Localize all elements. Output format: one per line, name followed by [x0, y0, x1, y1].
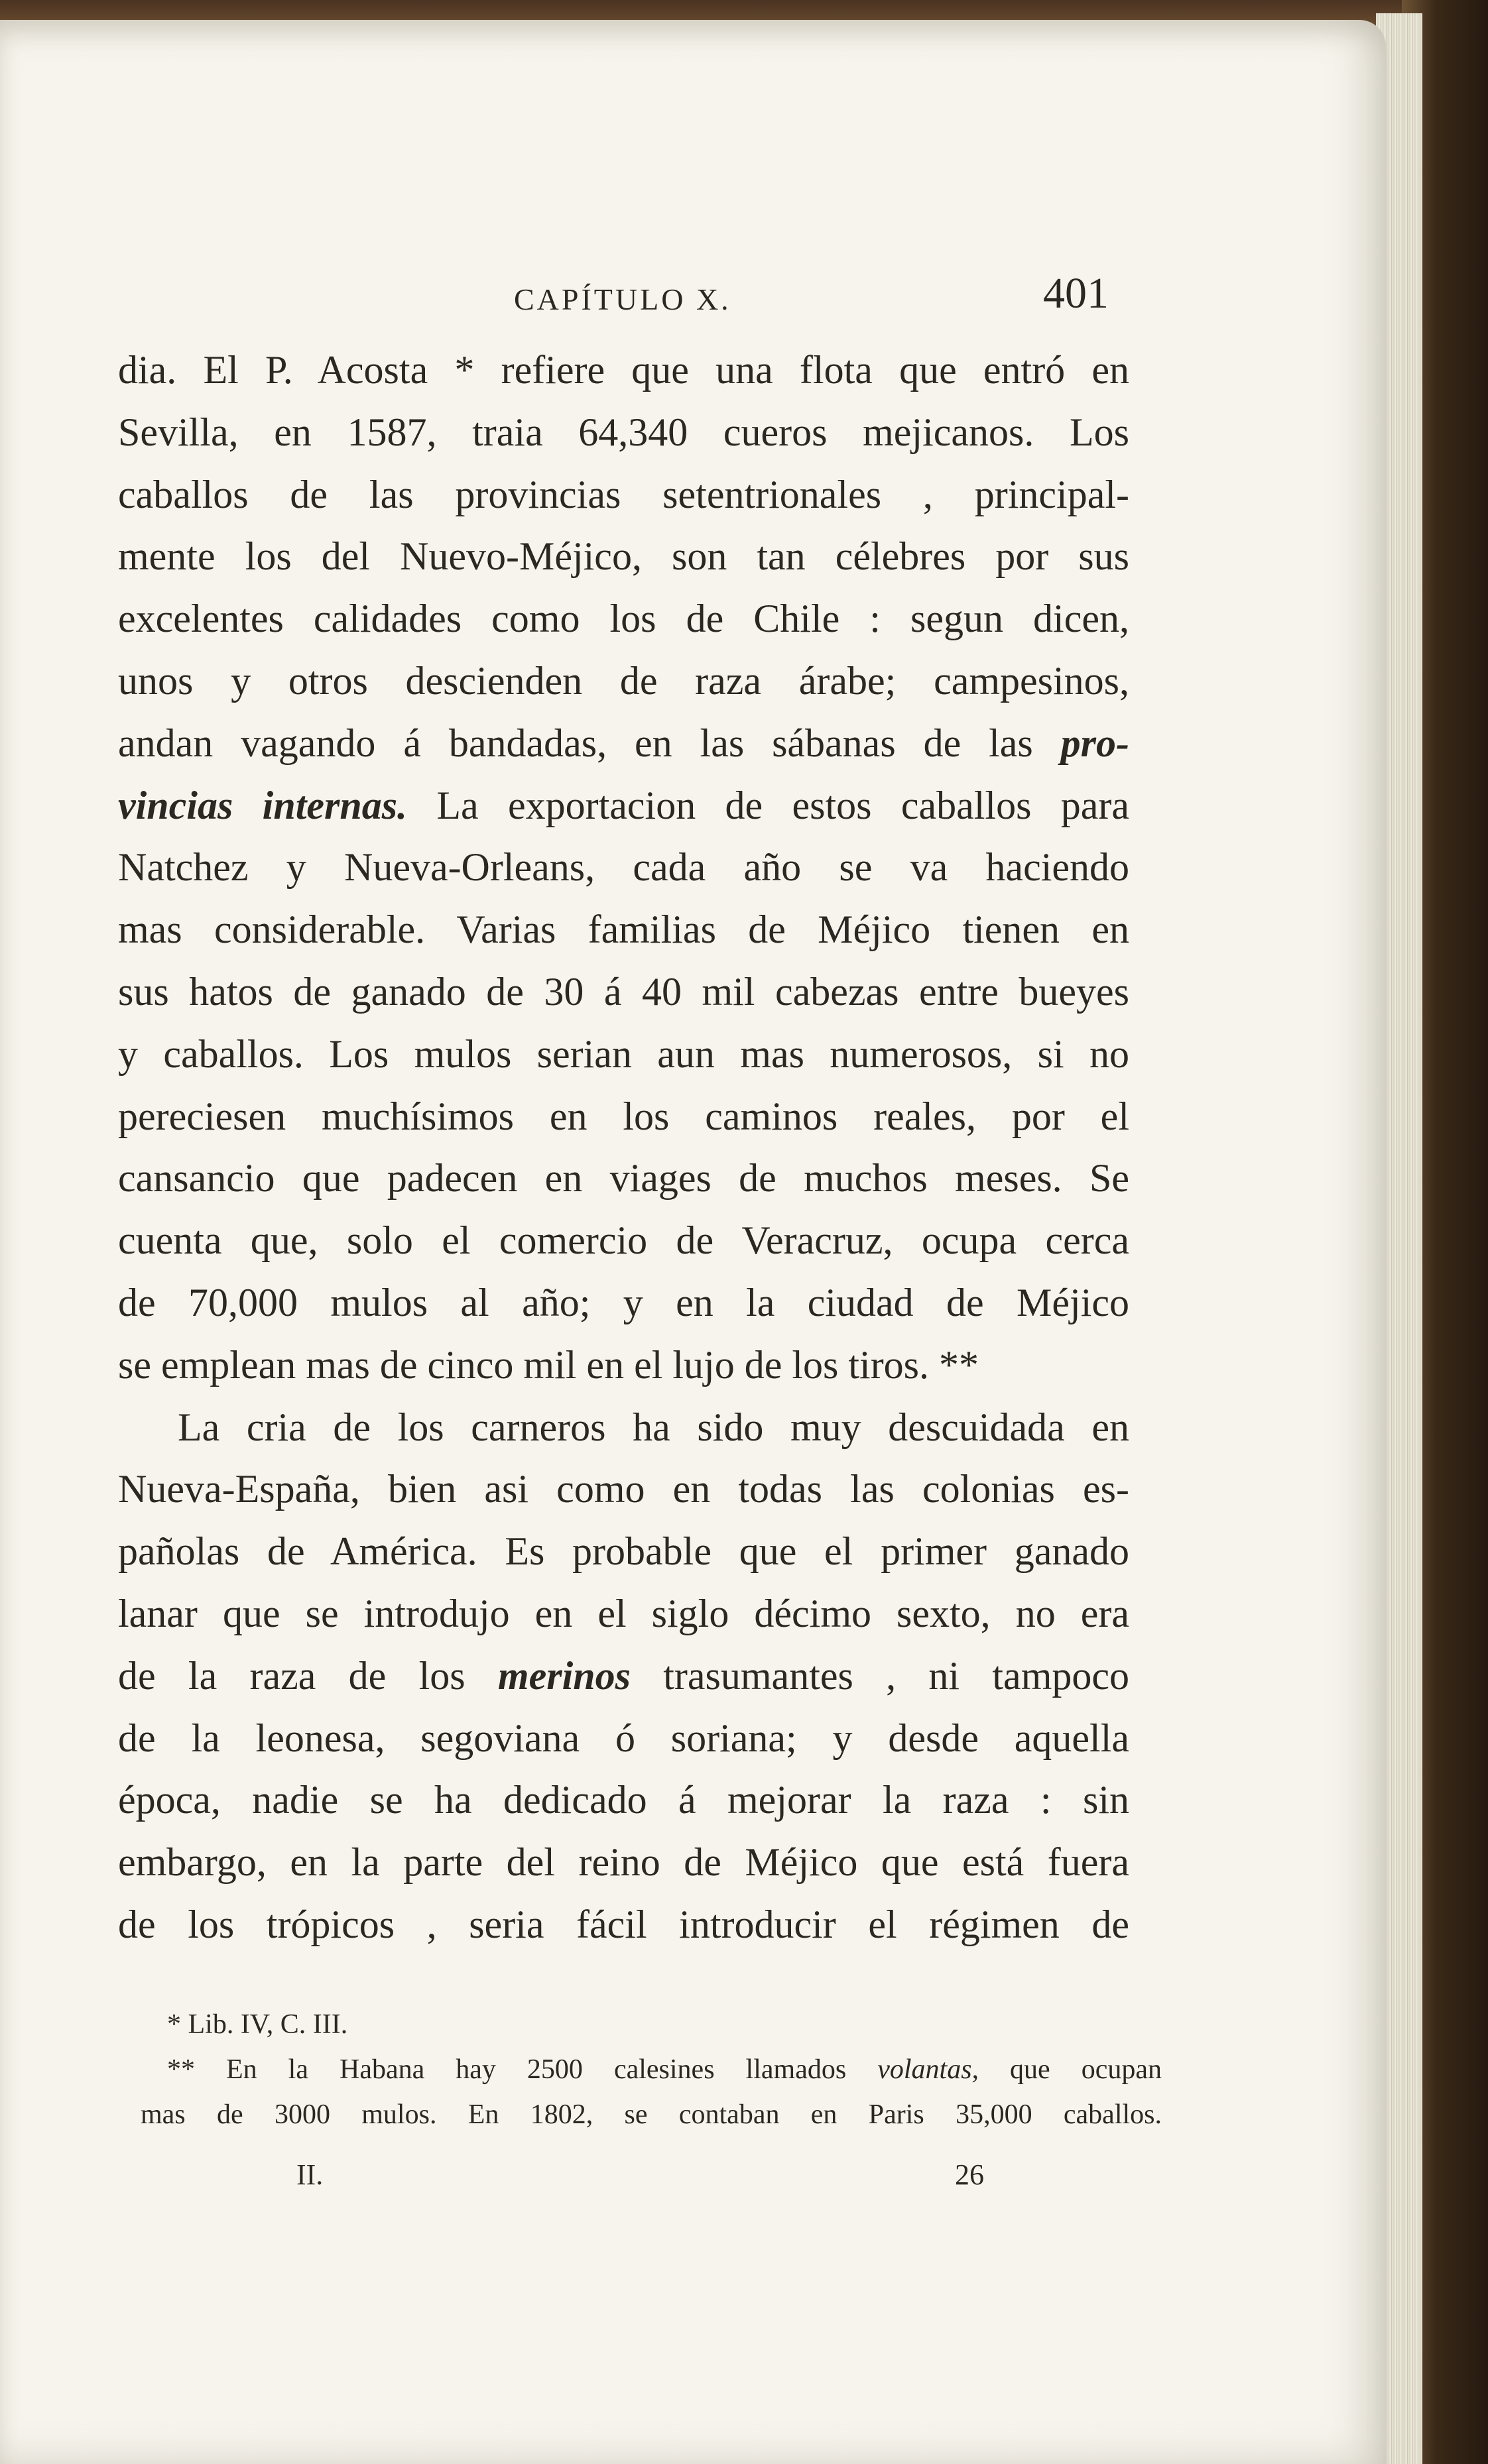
- gathering-signature: 26: [955, 2158, 984, 2191]
- footnote-line: [141, 2002, 1162, 2047]
- footnote-line: [141, 2047, 1162, 2092]
- text-line: [118, 837, 1129, 899]
- text-line: [118, 1894, 1129, 1956]
- text-line: [118, 1272, 1129, 1334]
- text-run: cansancio que padecen en viages de muchos meses. Se: [118, 1156, 1129, 1201]
- text-line: [118, 1458, 1129, 1521]
- text-line: [118, 526, 1129, 588]
- text-run: mas considerable. Varias familias de Méjico tienen en: [118, 908, 1129, 952]
- text-run: mas de 3000 mulos. En 1802, se contaban en Paris 35,000 caballos.: [141, 2099, 1162, 2130]
- text-line: [118, 1769, 1129, 1832]
- text-run: sus hatos de ganado de 30 á 40 mil cabezas entre bueyes: [118, 969, 1129, 1014]
- text-line: [118, 1397, 1129, 1459]
- chapter-heading: CAPÍTULO X.: [514, 282, 731, 316]
- text-line: [118, 650, 1129, 713]
- text-run: y caballos. Los mulos serian aun mas numerosos, si no: [118, 1031, 1129, 1076]
- text-run: La cria de los carneros ha sido muy descuidada en: [178, 1405, 1129, 1449]
- text-line: [118, 899, 1129, 961]
- text-line: [118, 713, 1129, 775]
- text-run: embargo, en la parte del reino de Méjico que está fuera: [118, 1840, 1129, 1885]
- italic-text: pro-: [1060, 721, 1129, 765]
- text-line: [118, 464, 1129, 526]
- text-run: Nueva-España, bien asi como en todas las colonias es-: [118, 1467, 1129, 1511]
- text-run: época, nadie se ha dedicado á mejorar la raza : sin: [118, 1778, 1129, 1822]
- text-line: [118, 1086, 1129, 1148]
- text-line: [118, 1583, 1129, 1645]
- text-run: cuenta que, solo el comercio de Veracruz, ocupa cerca: [118, 1218, 1129, 1263]
- text-run: dia. El P. Acosta * refiere que una flota que entró en: [118, 348, 1129, 392]
- text-line: [118, 402, 1129, 464]
- running-head: [0, 268, 1386, 335]
- text-line: [118, 1521, 1129, 1583]
- text-line: [118, 961, 1129, 1024]
- text-run: caballos de las provincias setentrionales , principal-: [118, 472, 1129, 516]
- text-run: andan vagando á bandadas, en las sábanas de las: [118, 721, 1061, 765]
- text-run: de los trópicos , seria fácil introducir el régimen de: [118, 1902, 1129, 1946]
- text-line: [118, 1024, 1129, 1086]
- text-line: [118, 1210, 1129, 1272]
- text-run: de la leonesa, segoviana ó soriana; y desde aquella: [118, 1716, 1129, 1760]
- text-line: [118, 588, 1129, 650]
- text-line: [118, 1645, 1129, 1708]
- signature-line: [0, 2158, 1386, 2204]
- italic-text: volantas,: [877, 2054, 979, 2085]
- text-run: se emplean mas de cinco mil en el lujo de los tiros. **: [118, 1342, 979, 1387]
- text-line: [118, 339, 1129, 402]
- italic-text: vincias internas.: [118, 783, 408, 827]
- text-run: mente los del Nuevo-Méjico, son tan célebres por sus: [118, 534, 1129, 579]
- volume-signature: II.: [296, 2158, 324, 2191]
- text-line: [118, 775, 1129, 837]
- text-run: excelentes calidades como los de Chile : segun dicen,: [118, 597, 1129, 641]
- italic-text: merinos: [497, 1653, 631, 1698]
- text-run: trasumantes , ni tampoco: [630, 1653, 1129, 1698]
- text-run: de la raza de los: [118, 1653, 498, 1698]
- body-text: [118, 339, 1129, 1956]
- text-run: de 70,000 mulos al año; y en la ciudad de Méjico: [118, 1280, 1129, 1324]
- text-line: [118, 1334, 1129, 1397]
- book-page: [0, 20, 1386, 2464]
- text-run: * Lib. IV, C. III.: [167, 2009, 348, 2040]
- footnotes: [141, 2002, 1162, 2137]
- text-run: pañolas de América. Es probable que el primer ganado: [118, 1529, 1129, 1574]
- footnote-line: [141, 2092, 1162, 2137]
- text-line: [118, 1147, 1129, 1210]
- text-run: pereciesen muchísimos en los caminos reales, por el: [118, 1094, 1129, 1138]
- text-run: Natchez y Nueva-Orleans, cada año se va haciendo: [118, 845, 1129, 890]
- text-line: [118, 1708, 1129, 1770]
- text-run: La exportacion de estos caballos para: [407, 783, 1129, 827]
- text-line: [118, 1832, 1129, 1894]
- text-run: que ocupan: [979, 2054, 1162, 2085]
- text-run: unos y otros descienden de raza árabe; campesinos,: [118, 658, 1129, 703]
- text-run: ** En la Habana hay 2500 calesines llamados: [167, 2054, 878, 2085]
- page-number: 401: [1043, 269, 1109, 318]
- text-run: Sevilla, en 1587, traia 64,340 cueros mejicanos. Los: [118, 410, 1129, 454]
- text-run: lanar que se introdujo en el siglo décimo sexto, no era: [118, 1591, 1129, 1635]
